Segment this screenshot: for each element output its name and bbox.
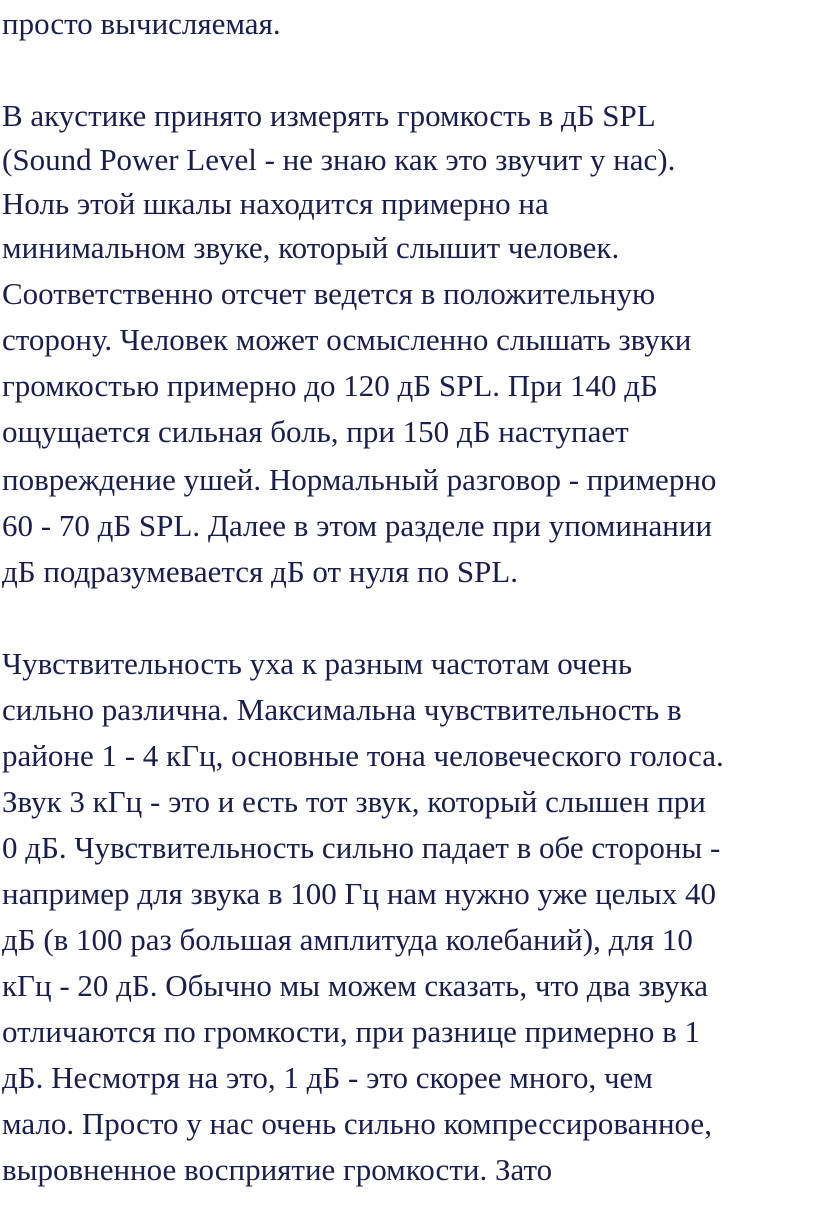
text-line: например для звука в 100 Гц нам нужно уже целых 40 (2, 876, 716, 911)
text-line: 0 дБ. Чувствительность сильно падает в обе стороны - (2, 830, 721, 865)
text-line: В акустике принято измерять громкость в дБ SPL (2, 98, 656, 133)
text-line: просто вычисляемая. (2, 6, 281, 41)
text-line: дБ (в 100 раз большая амплитуда колебаний), для 10 (2, 922, 693, 957)
text-line: отличаются по громкости, при разнице примерно в 1 (2, 1014, 700, 1049)
text-line: ощущается сильная боль, при 150 дБ наступает (2, 414, 629, 449)
text-line: (Sound Power Level - не знаю как это звучит у нас). (2, 142, 676, 177)
text-line: Ноль этой шкалы находится примерно на (2, 186, 549, 221)
text-line: мало. Просто у нас очень сильно компрессированное, (2, 1106, 712, 1141)
text-line: дБ. Несмотря на это, 1 дБ - это скорее много, чем (2, 1060, 653, 1095)
text-line: 60 - 70 дБ SPL. Далее в этом разделе при упоминании (2, 508, 713, 543)
text-line: Звук 3 кГц - это и есть тот звук, который слышен при (2, 784, 706, 819)
text-line: выровненное восприятие громкости. Зато (2, 1152, 553, 1187)
text-line: кГц - 20 дБ. Обычно мы можем сказать, что два звука (2, 968, 708, 1003)
text-line: сильно различна. Максимальна чувствительность в (2, 692, 682, 727)
text-line: повреждение ушей. Нормальный разговор - примерно (2, 462, 717, 497)
text-line: громкостью примерно до 120 дБ SPL. При 140 дБ (2, 368, 658, 403)
text-line: сторону. Человек может осмысленно слышать звуки (2, 322, 692, 357)
text-line: дБ подразумевается дБ от нуля по SPL. (2, 554, 518, 589)
text-line: Соответственно отсчет ведется в положительную (2, 276, 656, 311)
text-line: районе 1 - 4 кГц, основные тона человеческого голоса. (2, 738, 724, 773)
text-line: Чувствительность уха к разным частотам очень (2, 646, 632, 681)
text-line: минимальном звуке, который слышит человек. (2, 230, 620, 265)
